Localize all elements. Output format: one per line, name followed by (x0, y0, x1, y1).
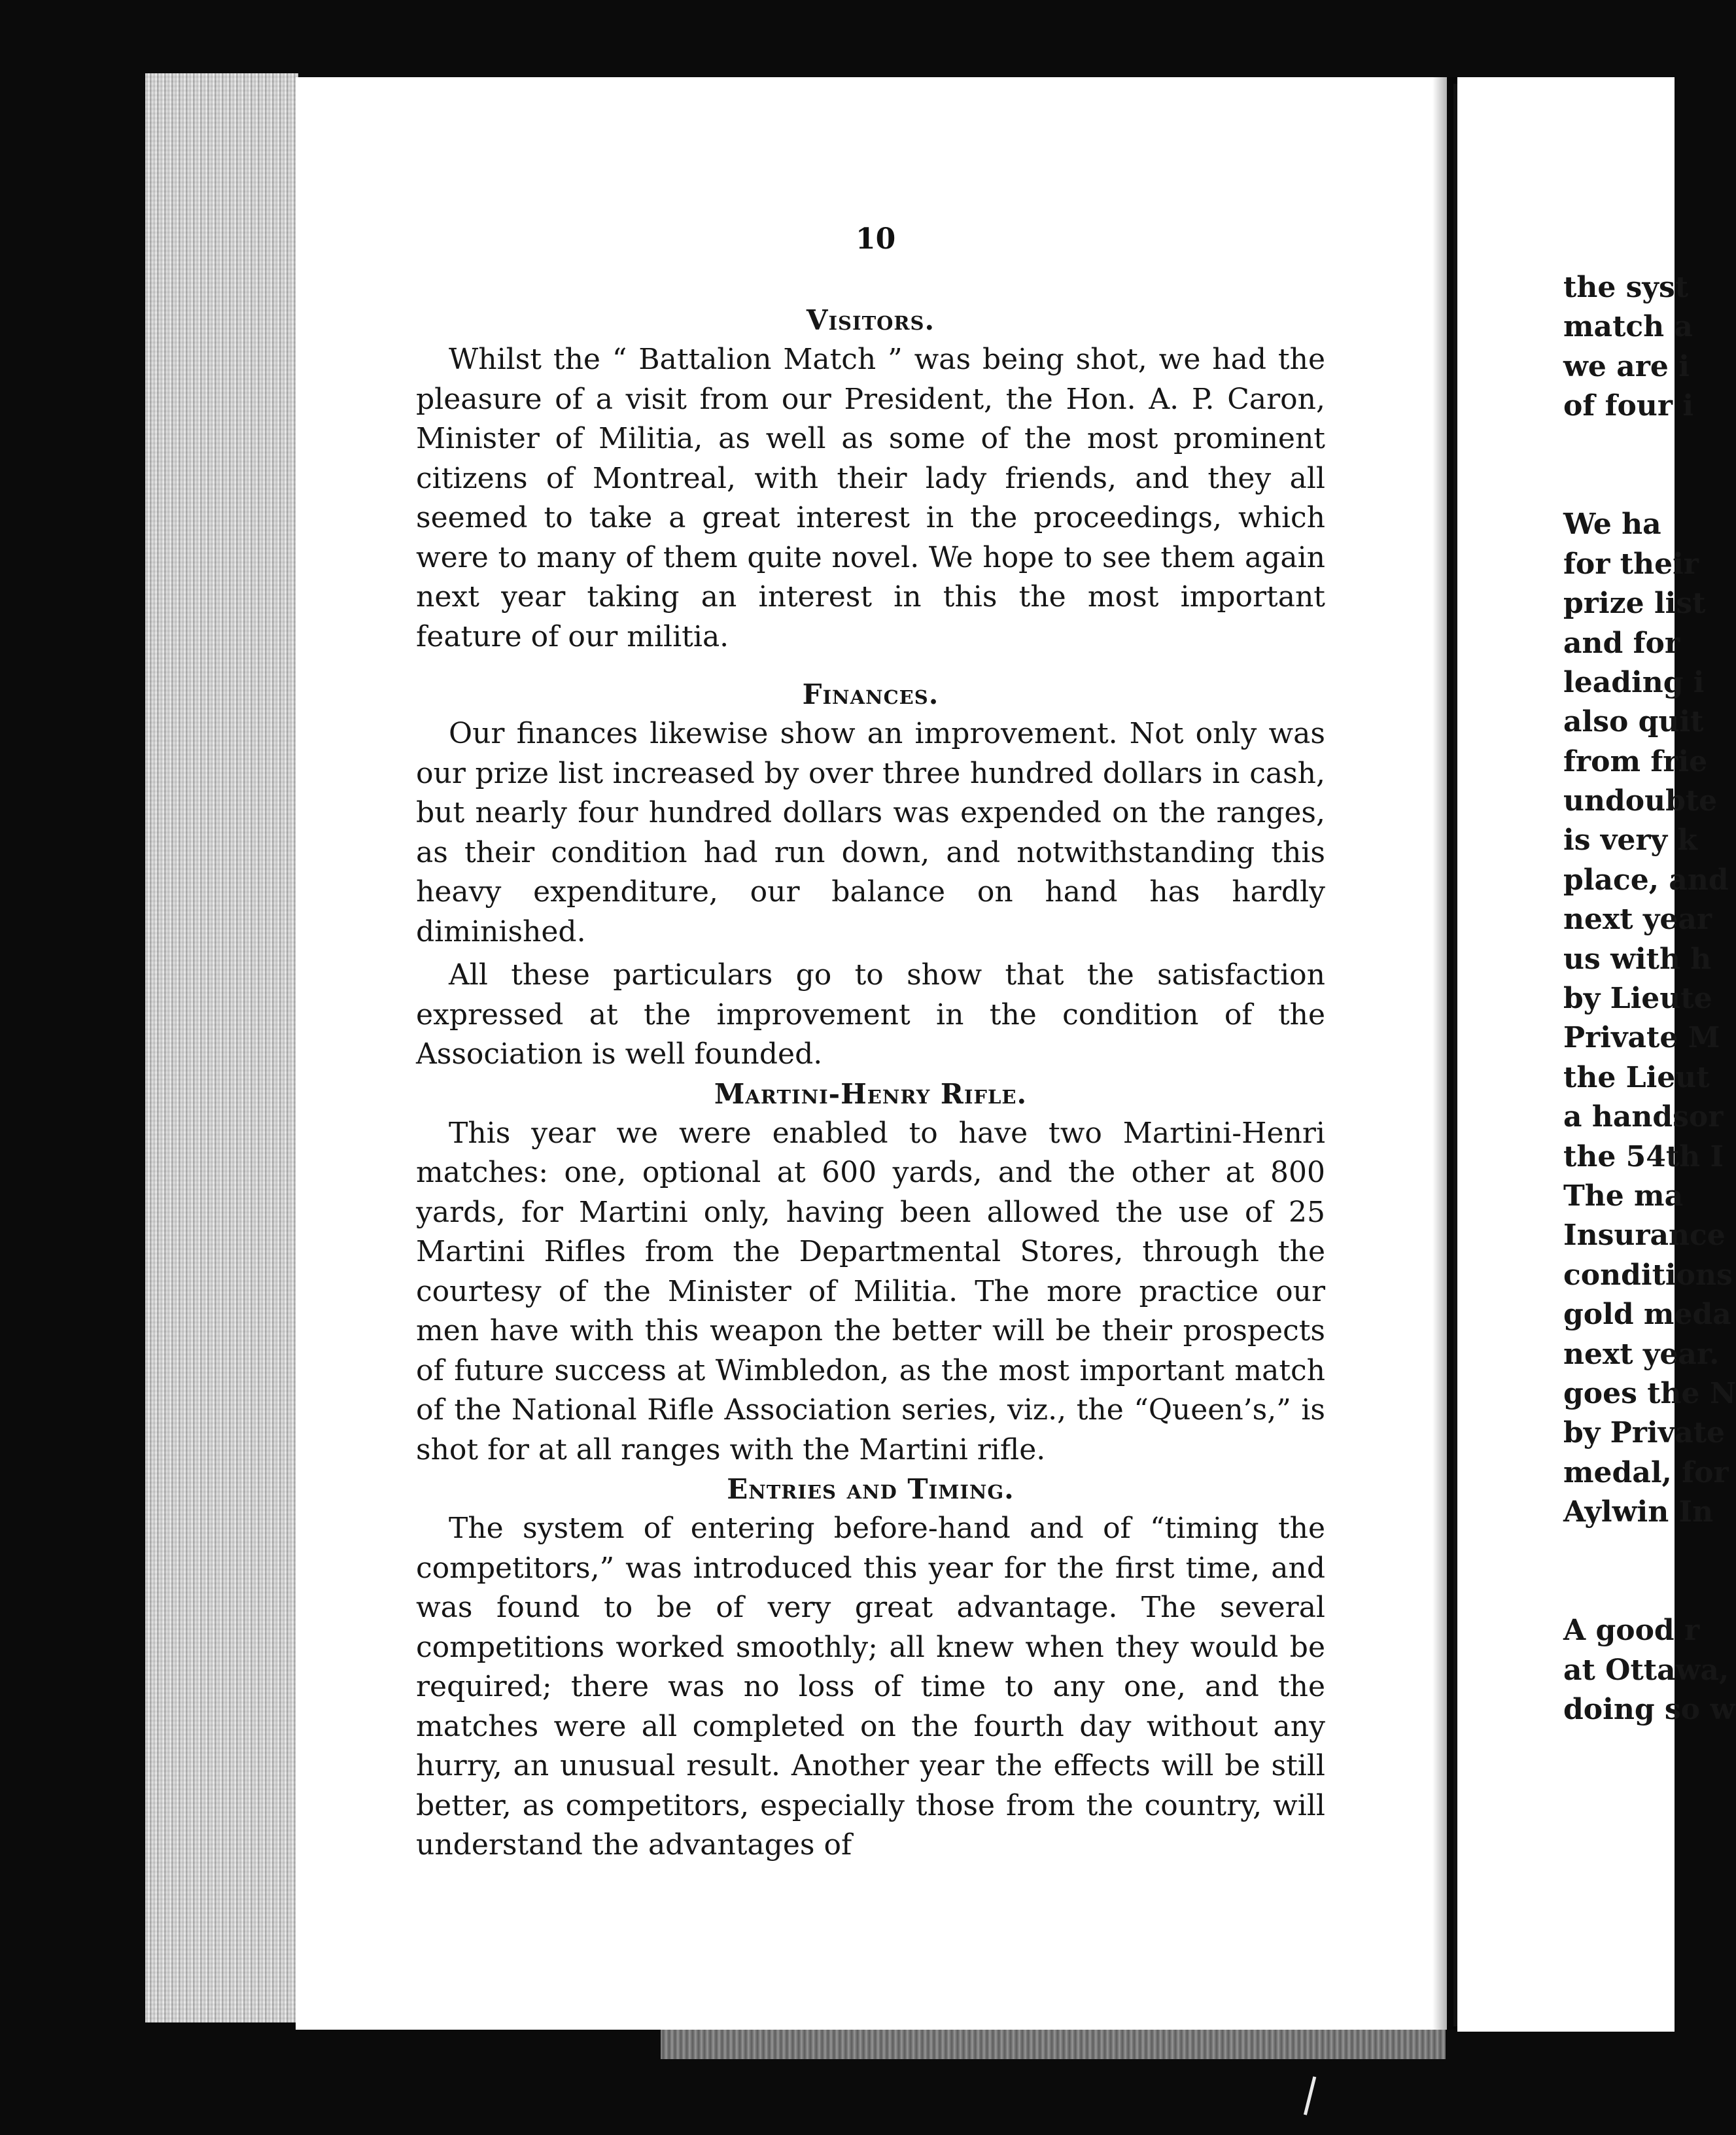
fragment-line: Private M (1563, 1021, 1720, 1055)
fragment-line: of four i (1563, 389, 1694, 423)
fragment-line: gold meda (1563, 1298, 1731, 1332)
paragraph-martini-henry-rifle: This year we were enabled to have two Martini-Henri matches: one, optional at 600 yards, and the other at 800 yards, for Martini only, having been allowed the use of 25 Martini Rifles from the Departmental Stores, through the courtesy of the Minister of Militia. The more practice our men have with this weapon the better will be their prospects of future success at Wimbledon, as the most important match of the National Rifle Association series, viz., the “Queen’s,” is shot for at all ranges with the Martini rifle. (416, 1116, 1325, 1467)
fragment-line: match a (1563, 310, 1693, 344)
fragment-line: The ma (1563, 1179, 1684, 1213)
section-heading-visitors: Visitors. (806, 304, 935, 336)
fragment-line: the 54th I (1563, 1139, 1724, 1173)
page-body (416, 288, 1325, 1866)
fragment-line: by Lieute (1563, 982, 1712, 1016)
fragment-line: the syst (1563, 271, 1689, 304)
section-heading-finances: Finances. (802, 678, 939, 710)
fragment-line: is very k (1563, 824, 1697, 858)
right-page-text-fragments (1563, 268, 1736, 1729)
fragment-line (1563, 466, 1675, 505)
fragment-line: the Lieut (1563, 1060, 1710, 1094)
fragment-line: next year (1563, 903, 1712, 937)
paragraph-visitors: Whilst the “ Battalion Match ” was being shot, we had the pleasure of a visit from our President, the Hon. A. P. Caron, Minister of Militia, as well as some of the most prominent citizens of Montreal, with their lady friends, and they all seemed to take a great interest in the proceedings, which were to many of them quite novel. We hope to see them again next year taking an interest in this the most important feature of our militia. (416, 343, 1325, 653)
fragment-line: We ha (1563, 508, 1661, 542)
fragment-line: at Ottawa, (1563, 1653, 1729, 1687)
scan-mark (1304, 2076, 1321, 2116)
page-bottom-edge (661, 2030, 1446, 2059)
fragment-line (1563, 1533, 1675, 1572)
fragment-line: a handsor (1563, 1100, 1724, 1134)
page-stack-edges (145, 73, 298, 2022)
fragment-line: us with h (1563, 942, 1712, 976)
fragment-line: for their (1563, 547, 1699, 581)
fragment-line: prize list (1563, 587, 1706, 621)
fragment-line: we are i (1563, 349, 1690, 383)
fragment-line: Aylwin In (1563, 1495, 1714, 1529)
paragraph-finances: Our finances likewise show an improvement. Not only was our prize list increased by over three hundred dollars in cash, but nearly four hundred dollars was expended on the ranges, as their condition had run down, and notwithstanding this heavy expenditure, our balance on hand has hardly diminished. (416, 717, 1325, 948)
fragment-line: place, and (1563, 863, 1729, 897)
paragraph-finances-conclusion: All these particulars go to show that the satisfaction expressed at the improvement in the condition of the Association is well founded. (416, 958, 1325, 1071)
fragment-line: from frie (1563, 744, 1708, 778)
page-number: 10 (856, 222, 896, 256)
section-heading-martini-henry-rifle: Martini-Henry Rifle. (714, 1077, 1028, 1110)
fragment-line: undoubte (1563, 784, 1718, 818)
fragment-line: conditions (1563, 1258, 1733, 1292)
fragment-line: next year. (1563, 1337, 1720, 1371)
fragment-line (1563, 426, 1675, 466)
fragment-line: also quit (1563, 705, 1704, 739)
paragraph-entries-and-timing: The system of entering before-hand and of “timing the competitors,” was introduced this year for the first time, and was found to be of very great advantage. The several competitions worked smoothly; all knew when they would be required; there was no loss of time to any one, and the matches were all completed on the fourth day without any hurry, an unusual result. Another year the effects will be still better, as competitors, especially those from the country, will understand the advantages of (416, 1512, 1325, 1862)
fragment-line: medal, for (1563, 1455, 1729, 1489)
fragment-line: leading i (1563, 665, 1705, 699)
section-heading-entries-and-timing: Entries and Timing. (727, 1473, 1015, 1505)
fragment-line: A good r (1563, 1614, 1700, 1648)
fragment-line: by Private (1563, 1416, 1726, 1450)
fragment-line: doing so w (1563, 1693, 1735, 1727)
fragment-line: goes the N (1563, 1376, 1736, 1410)
fragment-line (1563, 1572, 1675, 1611)
fragment-line: and for (1563, 626, 1680, 660)
fragment-line: Insurance (1563, 1219, 1726, 1253)
